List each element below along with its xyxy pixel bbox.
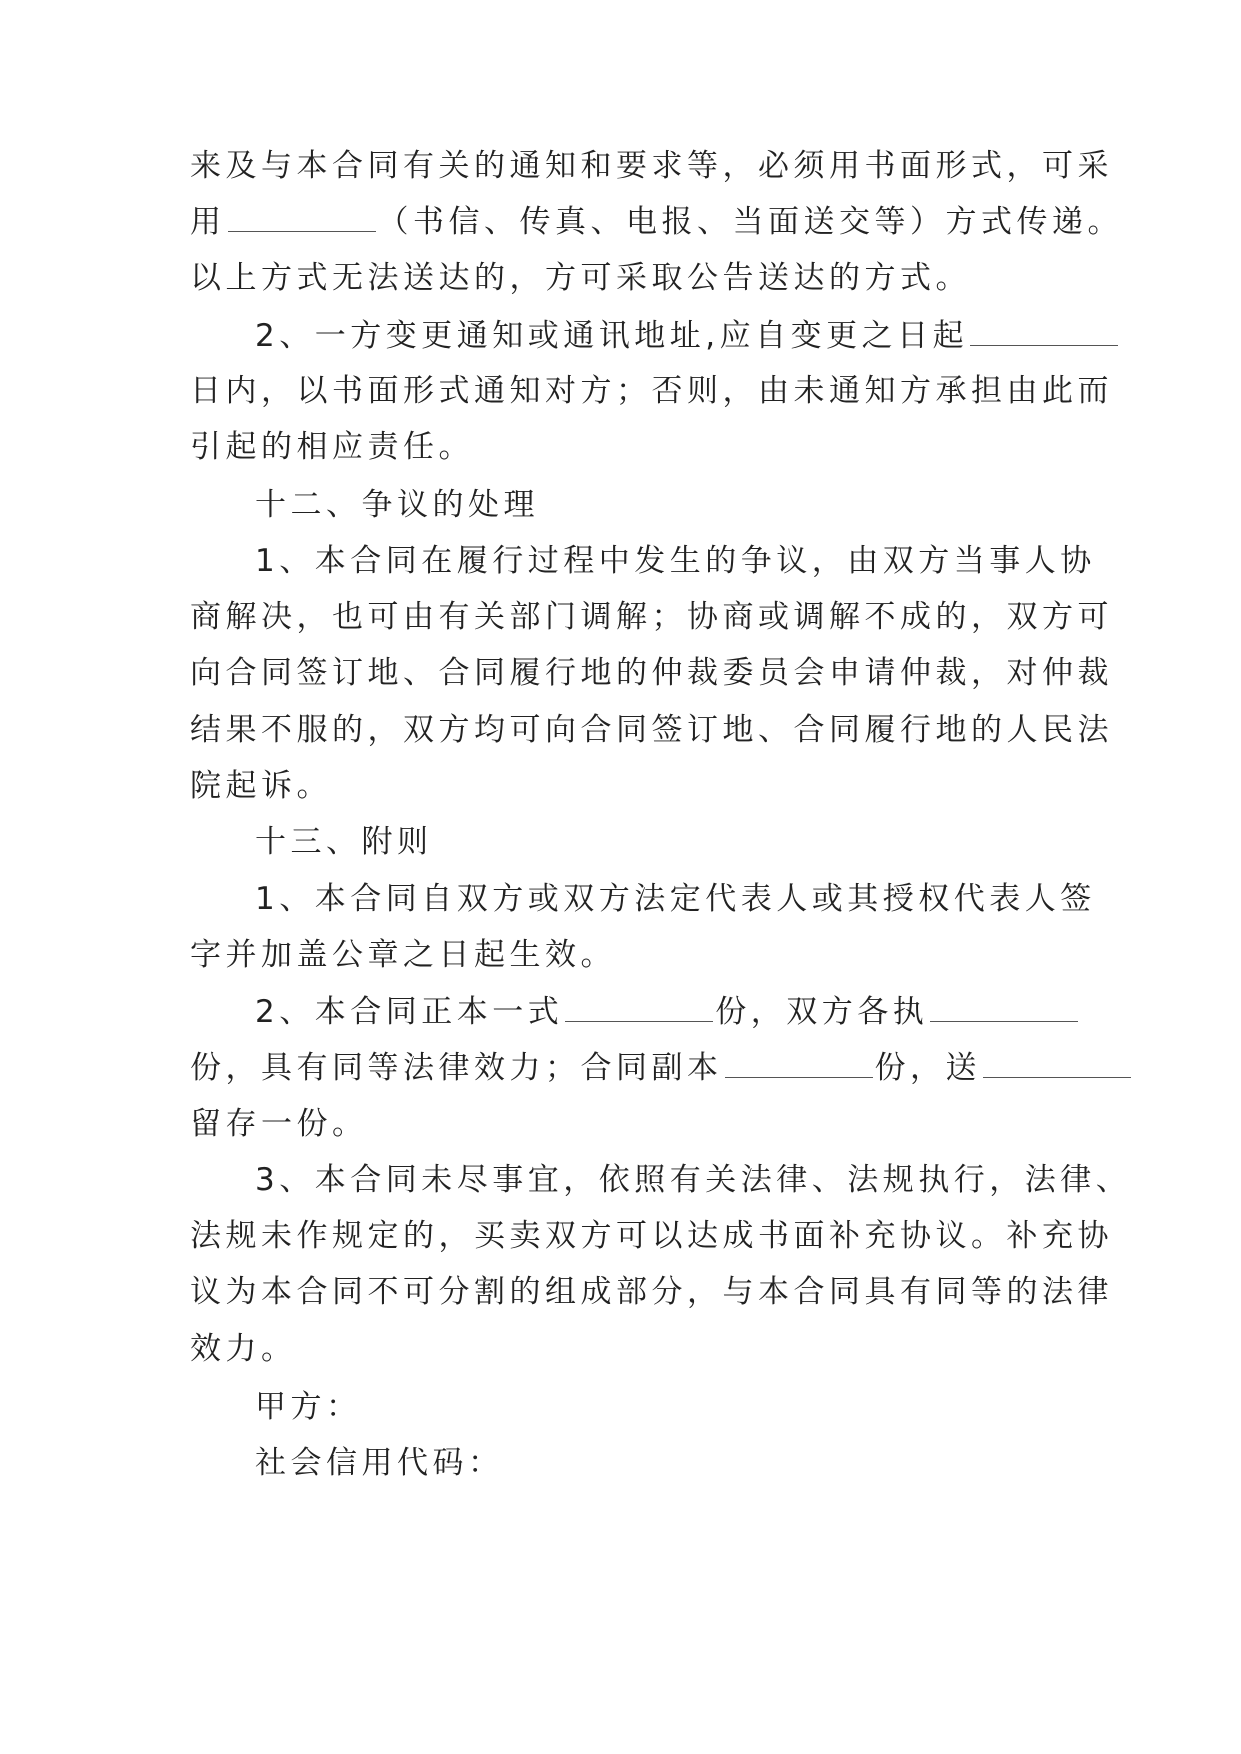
text-line	[190, 593, 1113, 641]
text-span: （书信、传真、电报、当面送交等）方式传递。	[377, 204, 1123, 240]
text-span: 议为本合同不可分割的组成部分，与本合同具有同等的法律	[190, 1274, 1113, 1310]
text-line	[190, 1212, 1113, 1260]
text-span: 留存一份。	[190, 1106, 368, 1142]
text-line	[190, 367, 1113, 415]
text-span: 商解决，也可由有关部门调解；协商或调解不成的，双方可	[190, 599, 1113, 635]
text-span: 字并加盖公章之日起生效。	[190, 937, 616, 973]
section-heading	[255, 481, 539, 529]
section-heading	[255, 818, 433, 866]
text-span: 1、本合同自双方或双方法定代表人或其授权代表人签	[255, 881, 1096, 917]
text-span: 份，送	[874, 1050, 981, 1086]
fill-in-blank	[725, 1049, 873, 1078]
fill-in-blank	[930, 993, 1078, 1022]
text-line	[190, 1268, 1113, 1316]
text-line	[190, 198, 1123, 246]
fill-in-blank	[565, 993, 713, 1022]
text-line	[190, 649, 1113, 697]
text-span: 2、本合同正本一式	[255, 994, 564, 1030]
text-line	[190, 1044, 1133, 1092]
text-span: 院起诉。	[190, 768, 332, 804]
text-span: 3、本合同未尽事宜，依照有关法律、法规执行，法律、	[255, 1162, 1132, 1198]
text-span: 社会信用代码：	[255, 1445, 504, 1481]
text-span: 引起的相应责任。	[190, 429, 474, 465]
text-span: 以上方式无法送达的，方可采取公告送达的方式。	[190, 260, 971, 296]
text-span: 十三、附则	[255, 824, 433, 860]
text-span: 向合同签订地、合同履行地的仲裁委员会申请仲裁，对仲裁	[190, 655, 1113, 691]
text-line	[190, 931, 616, 979]
text-span: 日内，以书面形式通知对方；否则，由未通知方承担由此而	[190, 373, 1113, 409]
fill-in-blank	[970, 317, 1118, 346]
text-span: 结果不服的，双方均可向合同签订地、合同履行地的人民法	[190, 712, 1113, 748]
text-line	[190, 1100, 368, 1148]
text-line	[190, 142, 1113, 190]
text-line	[255, 537, 1096, 585]
text-line	[255, 312, 1120, 360]
text-span: 用	[190, 204, 226, 240]
fill-in-blank	[983, 1049, 1131, 1078]
text-line	[255, 875, 1096, 923]
text-span: 效力。	[190, 1331, 297, 1367]
party-a-label	[255, 1383, 362, 1431]
text-line	[190, 423, 474, 471]
text-line	[190, 762, 332, 810]
text-span: 来及与本合同有关的通知和要求等，必须用书面形式，可采	[190, 148, 1113, 184]
text-span: 十二、争议的处理	[255, 487, 539, 523]
text-line	[190, 1325, 297, 1373]
text-line	[255, 988, 1080, 1036]
text-span: 甲方：	[255, 1389, 362, 1425]
credit-code-label	[255, 1439, 504, 1487]
text-span: 1、本合同在履行过程中发生的争议，由双方当事人协	[255, 543, 1096, 579]
fill-in-blank	[228, 203, 376, 232]
text-span: 法规未作规定的，买卖双方可以达成书面补充协议。补充协	[190, 1218, 1113, 1254]
text-span: 份，具有同等法律效力；合同副本	[190, 1050, 723, 1086]
text-line	[190, 254, 971, 302]
text-line	[190, 706, 1113, 754]
text-span: 2、一方变更通知或通讯地址,应自变更之日起	[255, 318, 969, 354]
text-span: 份，双方各执	[715, 994, 929, 1030]
text-line	[255, 1156, 1131, 1204]
